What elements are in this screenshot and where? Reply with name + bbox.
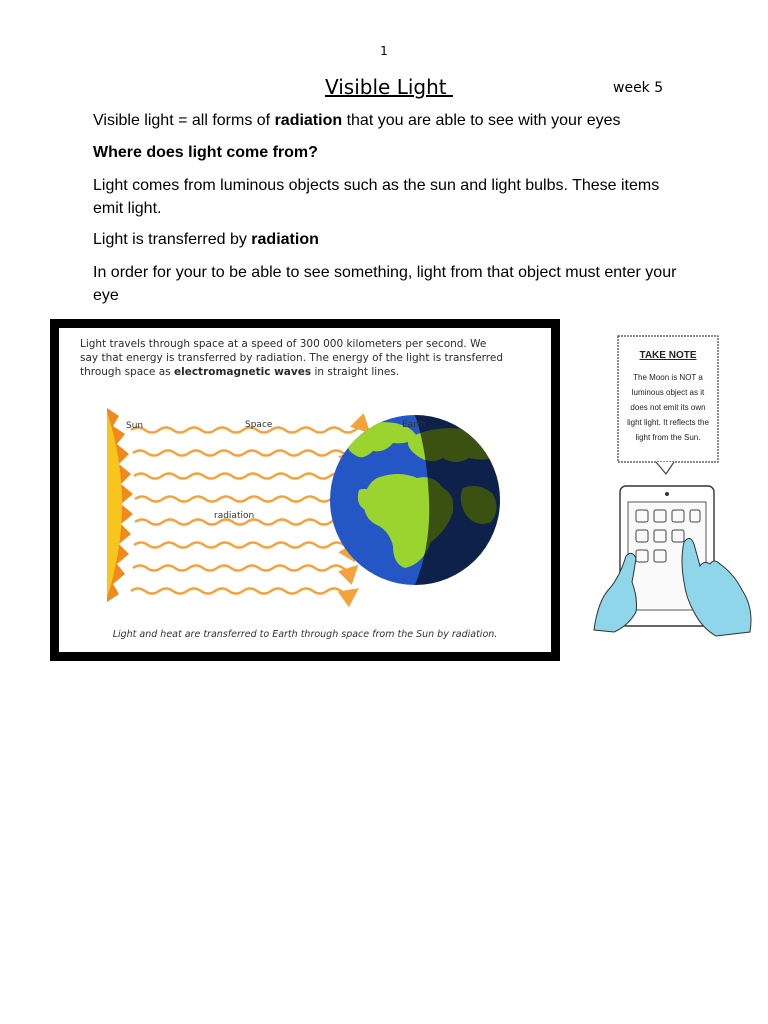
take-note-line-1: The Moon is NOT a (633, 373, 703, 382)
figure-description-line-3: through space as electromagnetic waves in straight lines. (80, 366, 400, 378)
take-note-title: TAKE NOTE (639, 350, 697, 361)
week-label: week 5 (613, 80, 664, 96)
section-heading: Where does light come from? (93, 144, 318, 161)
radiation-figure (50, 319, 560, 661)
take-note-line-4: light light. It reflects the (627, 418, 709, 427)
take-note-line-5: light from the Sun. (635, 433, 701, 442)
sun-icon (107, 408, 133, 602)
definition-text-end: that you are able to see with your eyes (342, 112, 621, 129)
earth-icon (330, 415, 500, 585)
figure-description-line-2: say that energy is transferred by radiation. The energy of the light is transferred (80, 352, 504, 364)
radiation-term: radiation (274, 112, 343, 129)
figure-description-line-1: Light travels through space at a speed of 300 000 kilometers per second. We (80, 338, 487, 350)
take-note-line-2: luminous object as it (631, 388, 705, 397)
radiation-label: radiation (214, 511, 255, 521)
radiation-term-2: radiation (251, 231, 319, 248)
definition-text-start: Visible light = all forms of (93, 112, 275, 129)
take-note-body (622, 370, 714, 445)
sun-label: Sun (126, 421, 144, 431)
page-number: 1 (380, 44, 388, 58)
sun-earth-diagram (59, 328, 551, 652)
transfer-paragraph (93, 228, 693, 251)
transfer-text: Light is transferred by (93, 231, 252, 248)
figure-caption: Light and heat are transferred to Earth through space from the Sun by radiation. (112, 629, 498, 640)
page-title: Visible Light (325, 75, 453, 99)
luminous-objects-paragraph: Light comes from luminous objects such as the sun and light bulbs. These items emit light. (93, 177, 660, 217)
definition-paragraph (93, 109, 693, 132)
take-note-line-3: does not emit its own (630, 403, 706, 412)
electromagnetic-waves-term: electromagnetic waves (173, 366, 312, 378)
space-label: Space (245, 420, 273, 430)
figure-panel (59, 328, 551, 652)
seeing-paragraph: In order for your to be able to see something, light from that object must enter your eye (93, 264, 677, 304)
earth-label: Earth (402, 420, 427, 430)
